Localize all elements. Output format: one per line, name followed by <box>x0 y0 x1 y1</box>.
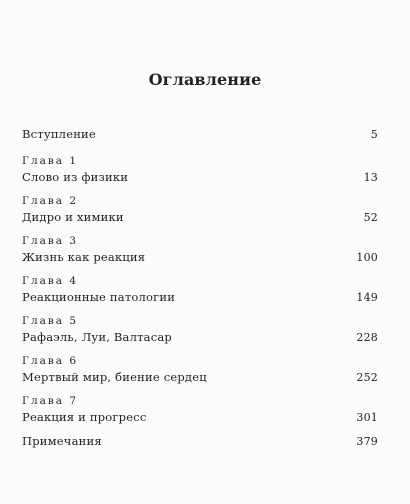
toc-entry-chapter-5 <box>22 313 378 346</box>
chapter-label: Глава 2 <box>22 195 79 207</box>
toc-entry-page: 228 <box>356 331 378 344</box>
toc-entry-chapter-6 <box>22 353 378 386</box>
toc-entry-title: Реакция и прогресс <box>22 410 147 424</box>
toc-entry-page: 52 <box>363 211 378 224</box>
toc-entry-row <box>22 249 378 266</box>
toc-entry-title: Дидро и химики <box>22 210 124 224</box>
toc-entry-title: Мертвый мир, биение сердец <box>22 370 207 384</box>
chapter-label: Глава 4 <box>22 275 79 287</box>
toc-entry-row <box>22 409 378 426</box>
toc-entry-chapter-1 <box>22 153 378 186</box>
toc-entry-intro <box>22 126 378 143</box>
toc-entry-page: 301 <box>356 411 378 424</box>
toc-entry-title: Вступление <box>22 127 96 141</box>
toc-entry-row <box>22 329 378 346</box>
toc-entry-row <box>22 369 378 386</box>
toc-entry-page: 149 <box>356 291 378 304</box>
chapter-label: Глава 5 <box>22 315 79 327</box>
toc-entry-chapter-3 <box>22 233 378 266</box>
toc-entry-row <box>22 126 378 143</box>
chapter-label: Глава 7 <box>22 395 79 407</box>
toc-entry-page: 5 <box>370 128 378 141</box>
toc-entry-page: 13 <box>363 171 378 184</box>
toc-entry-chapter-4 <box>22 273 378 306</box>
table-of-contents <box>22 126 378 460</box>
toc-entry-chapter-7 <box>22 393 378 426</box>
toc-entry-chapter-2 <box>22 193 378 226</box>
toc-entry-row <box>22 433 378 450</box>
toc-entry-page: 379 <box>356 435 378 448</box>
toc-entry-notes <box>22 433 378 450</box>
chapter-label: Глава 6 <box>22 355 79 367</box>
toc-entry-title: Слово из физики <box>22 170 129 184</box>
toc-entry-row <box>22 289 378 306</box>
chapter-label: Глава 3 <box>22 235 79 247</box>
page-title: Оглавление <box>148 70 262 89</box>
chapter-label: Глава 1 <box>22 155 79 167</box>
toc-entry-title: Примечания <box>22 434 102 448</box>
toc-entry-row <box>22 209 378 226</box>
toc-entry-page: 100 <box>356 251 378 264</box>
toc-entry-title: Рафаэль, Луи, Валтасар <box>22 330 172 344</box>
toc-entry-row <box>22 169 378 186</box>
toc-entry-title: Жизнь как реакция <box>22 250 146 264</box>
toc-entry-title: Реакционные патологии <box>22 290 176 304</box>
toc-entry-page: 252 <box>356 371 378 384</box>
